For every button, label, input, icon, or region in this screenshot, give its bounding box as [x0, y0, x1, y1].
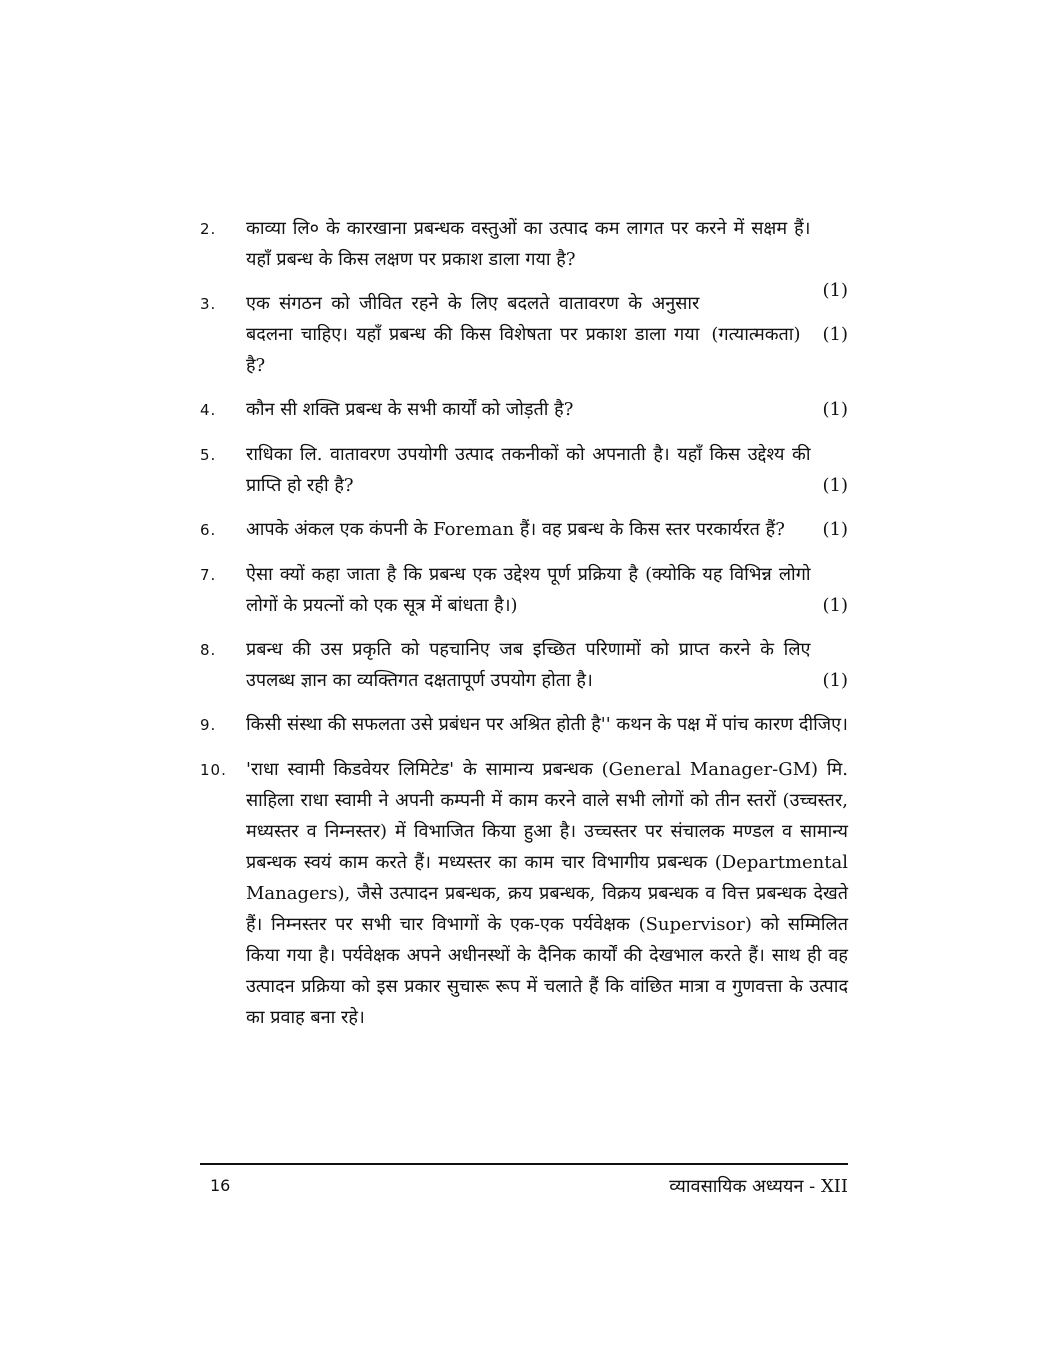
question-list [200, 213, 848, 1046]
question-text-block [246, 514, 848, 545]
question-marks: (1) [822, 670, 848, 691]
question-answer-hint: (गत्यात्मकता) [711, 324, 801, 345]
question-marks: (1) [822, 280, 848, 301]
question-number: 4. [200, 401, 217, 419]
question-number: 8. [200, 641, 217, 659]
running-title: व्यावसायिक अध्ययन - XII [669, 1176, 848, 1197]
question-text: 'राधा स्वामी किडवेयर लिमिटेड' के सामान्य प्रबन्धक (General Manager-GM) मि. साहिला राधा स्वामी ने अपनी कम्पनी में काम करने वाले सभी लोगों को तीन स्तरों (उच्चस्तर, मध्यस्तर व निम्नस्तर) में विभाजित किया हुआ है। उच्चस्तर पर संचालक मण्डल व सामान्य प्रबन्धक स्वयं काम करते हैं। मध्यस्तर का काम चार विभागीय प्रबन्धक (Departmental Managers), जैसे उत्पादन प्रबन्धक, क्रय प्रबन्धक, विक्रय प्रबन्धक व वित्त प्रबन्धक देखते हैं। निम्नस्तर पर सभी चार विभागों के एक-एक पर्यवेक्षक (Supervisor) को सम्मिलित किया गया है। पर्यवेक्षक अपने अधीनस्थों के दैनिक कार्यों की देखभाल करते हैं। साथ ही वह उत्पादन प्रक्रिया को इस प्रकार सुचारू रूप में चलाते हैं कि वांछित मात्रा व गुणवत्ता के उत्पाद का प्रवाह बना रहे। [246, 759, 848, 1028]
question-text-block [246, 634, 848, 696]
question-text: ऐसा क्यों कहा जाता है कि प्रबन्ध एक उद्देश्य पूर्ण प्रक्रिया है (क्योकि यह विभिन्न लोगो लोगों के प्रयत्नों को एक सूत्र में बांधता है।) [246, 564, 811, 616]
question-item [200, 559, 848, 621]
question-text: आपके अंकल एक कंपनी के Foreman हैं। वह प्रबन्ध के किस स्तर परकार्यरत हैं? [246, 519, 785, 540]
question-text: एक संगठन को जीवित रहने के लिए बदलते वातावरण के अनुसार बदलना चाहिए। यहाँ प्रबन्ध की किस विशेषता पर प्रकाश डाला गया है? [246, 293, 700, 376]
question-number: 5. [200, 446, 217, 464]
question-text-block [246, 439, 848, 501]
question-text: कौन सी शक्ति प्रबन्ध के सभी कार्यों को जोड़ती है? [246, 399, 574, 420]
question-text: काव्या लि० के कारखाना प्रबन्धक वस्तुओं का उत्पाद कम लागत पर करने में सक्षम हैं। यहाँ प्रबन्ध के किस लक्षण पर प्रकाश डाला गया है? [246, 218, 811, 270]
question-item [200, 439, 848, 501]
question-item [200, 213, 848, 301]
question-text: किसी संस्था की सफलता उसे प्रबंधन पर अश्रित होती है'' कथन के पक्ष में पांच कारण दीजिए। [246, 714, 848, 735]
question-item [200, 634, 848, 696]
question-marks: (1) [822, 475, 848, 496]
question-marks: (1) [822, 519, 848, 540]
question-number: 10. [200, 761, 227, 779]
question-text-block [246, 709, 848, 740]
question-text: प्रबन्ध की उस प्रकृति को पहचानिए जब इच्छित परिणामों को प्राप्त करने के लिए उपलब्ध ज्ञान का व्यक्तिगत दक्षतापूर्ण उपयोग होता है। [246, 639, 811, 691]
question-number: 3. [200, 295, 217, 313]
question-number: 7. [200, 566, 217, 584]
question-text-block [246, 754, 848, 1033]
question-number: 9. [200, 716, 217, 734]
question-text-block [246, 394, 848, 425]
question-item [200, 754, 848, 1033]
question-item [200, 288, 848, 381]
question-text: राधिका लि. वातावरण उपयोगी उत्पाद तकनीकों को अपनाती है। यहाँ किस उद्देश्य की प्राप्ति हो रही है? [246, 444, 811, 496]
question-number: 2. [200, 220, 217, 238]
question-number: 6. [200, 521, 217, 539]
footer-divider [200, 1163, 848, 1165]
question-marks: (1) [822, 399, 848, 420]
page-number: 16 [210, 1176, 231, 1195]
question-text-block [246, 213, 848, 301]
question-text-block [246, 559, 848, 621]
question-item [200, 709, 848, 741]
question-text-block [246, 288, 848, 381]
question-item [200, 514, 848, 546]
question-marks: (1) [822, 324, 848, 345]
question-marks: (1) [822, 595, 848, 616]
question-item [200, 394, 848, 426]
